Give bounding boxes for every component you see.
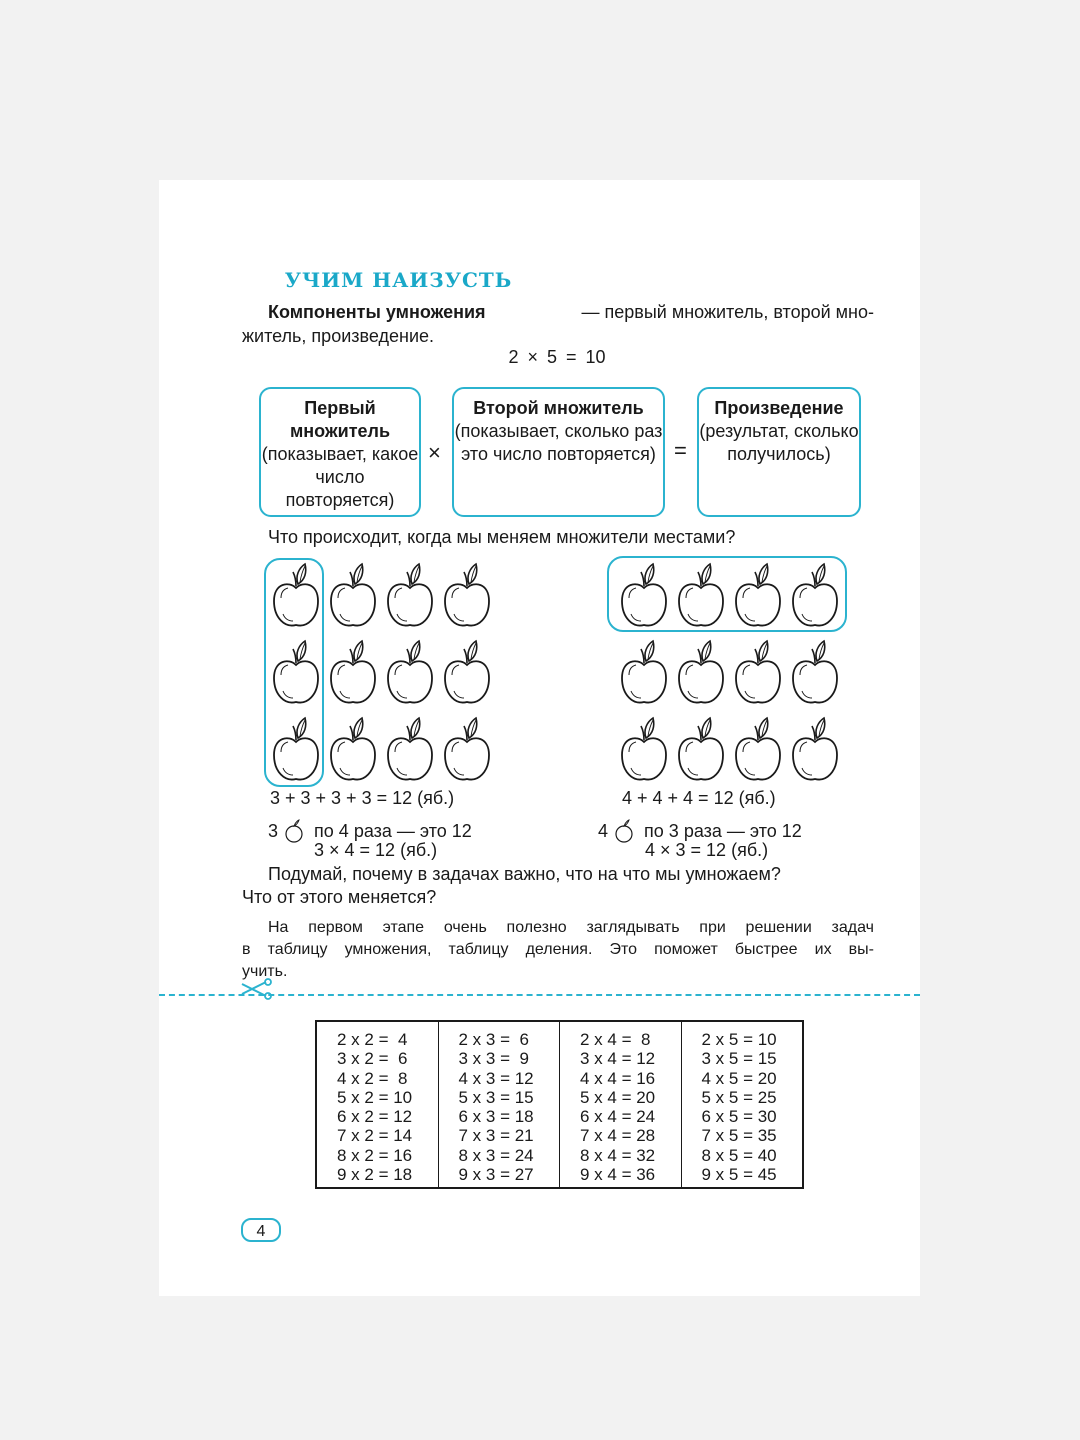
table-cell: 5 x 5 = 25 — [701, 1087, 777, 1107]
note-paragraph — [242, 917, 874, 983]
table-cell: 9 x 2 = 18 — [337, 1165, 413, 1185]
product-title: Произведение — [714, 398, 844, 418]
product-box — [697, 387, 861, 517]
cut-line — [159, 994, 920, 996]
second-factor-box — [452, 387, 665, 517]
second-factor-desc: (показывает, сколько раз это число повторяется) — [454, 421, 663, 464]
apple-icon — [442, 639, 492, 707]
table-cell: 3 x 3 = 9 — [458, 1049, 529, 1069]
table-column — [317, 1022, 439, 1187]
apple-icon — [328, 716, 378, 784]
first-factor-box — [259, 387, 421, 517]
times-sign: × — [428, 440, 441, 465]
apple-icon — [733, 562, 783, 630]
table-column — [560, 1022, 682, 1187]
multiplication-table — [315, 1020, 804, 1189]
table-cell: 4 x 2 = 8 — [337, 1068, 408, 1088]
table-cell: 5 x 2 = 10 — [337, 1087, 413, 1107]
apple-icon — [613, 817, 639, 843]
apple-icon — [790, 716, 840, 784]
apple-icon — [790, 562, 840, 630]
left-sum: 3 + 3 + 3 + 3 = 12 (яб.) — [270, 788, 455, 808]
apple-icon — [733, 639, 783, 707]
table-cell: 7 x 5 = 35 — [701, 1126, 777, 1146]
table-cell: 6 x 4 = 24 — [580, 1107, 656, 1127]
left-product: 3 × 4 = 12 (яб.) — [314, 840, 438, 860]
table-cell: 5 x 4 = 20 — [580, 1087, 656, 1107]
apple-icon — [328, 639, 378, 707]
right-count-text: по 3 раза — это 12 — [644, 821, 802, 841]
table-cell: 2 x 5 = 10 — [701, 1030, 777, 1049]
table-cell: 4 x 4 = 16 — [580, 1068, 656, 1088]
table-cell: 4 x 3 = 12 — [458, 1068, 534, 1088]
table-column — [682, 1022, 803, 1187]
first-factor-title: Первый множитель — [289, 398, 391, 441]
intro-rest: — первый множитель, второй мно- — [581, 302, 874, 322]
intro-line-2: житель, произведение. — [242, 326, 435, 346]
apple-icon — [676, 562, 726, 630]
apple-icon — [733, 716, 783, 784]
table-cell: 7 x 4 = 28 — [580, 1126, 656, 1146]
apple-icon — [271, 639, 321, 707]
note-line-2: в таблицу умножения, таблицу деления. Это поможет быстрее их вы- — [242, 941, 874, 958]
table-cell: 9 x 5 = 45 — [701, 1165, 777, 1185]
table-cell: 6 x 5 = 30 — [701, 1107, 777, 1127]
apple-icon — [283, 817, 309, 843]
right-sum: 4 + 4 + 4 = 12 (яб.) — [622, 788, 776, 808]
apple-icon — [385, 716, 435, 784]
example-equation: 2 × 5 = 10 — [508, 347, 606, 367]
apple-icon — [676, 716, 726, 784]
apple-icon — [442, 716, 492, 784]
product-desc: (результат, сколько получилось) — [699, 421, 859, 464]
question-text: Что происходит, когда мы меняем множители местами? — [268, 527, 736, 547]
apple-icon — [385, 562, 435, 630]
left-count-text: по 4 раза — это 12 — [314, 821, 472, 841]
table-cell: 9 x 3 = 27 — [458, 1165, 534, 1185]
table-cell: 6 x 2 = 12 — [337, 1107, 413, 1127]
table-cell: 7 x 2 = 14 — [337, 1126, 413, 1146]
apple-icon — [271, 716, 321, 784]
page-number: 4 — [241, 1218, 281, 1242]
apple-icon — [328, 562, 378, 630]
apple-icon — [442, 562, 492, 630]
table-cell: 2 x 2 = 4 — [337, 1030, 408, 1049]
table-cell: 3 x 2 = 6 — [337, 1049, 408, 1069]
right-product: 4 × 3 = 12 (яб.) — [645, 840, 769, 860]
note-line-1: На первом этапе очень полезно заглядывать при решении задач — [268, 919, 874, 936]
apple-icon — [385, 639, 435, 707]
right-count-number: 4 — [598, 821, 609, 841]
apple-icon — [619, 562, 669, 630]
table-cell: 4 x 5 = 20 — [701, 1068, 777, 1088]
table-cell: 8 x 5 = 40 — [701, 1145, 777, 1165]
think-line-1: Подумай, почему в задачах важно, что на что мы умножаем? — [268, 864, 781, 884]
first-factor-desc: (показывает, какое число повторяется) — [261, 444, 419, 510]
apple-icon — [271, 562, 321, 630]
table-cell: 5 x 3 = 15 — [458, 1087, 534, 1107]
intro-bold-term: Компоненты умножения — [268, 302, 486, 322]
second-factor-title: Второй множитель — [473, 398, 644, 418]
apple-icon — [619, 716, 669, 784]
table-cell: 6 x 3 = 18 — [458, 1107, 534, 1127]
left-count-number: 3 — [268, 821, 279, 841]
table-cell: 9 x 4 = 36 — [580, 1165, 656, 1185]
scissors-icon — [238, 978, 272, 1002]
note-line-3: учить. — [242, 963, 288, 980]
section-heading: УЧИМ НАИЗУСТЬ — [284, 268, 513, 292]
apple-icon — [619, 639, 669, 707]
apple-icon — [790, 639, 840, 707]
table-cell: 7 x 3 = 21 — [458, 1126, 534, 1146]
table-cell: 8 x 4 = 32 — [580, 1145, 656, 1165]
apple-icon — [676, 639, 726, 707]
intro-line-1 — [242, 300, 874, 324]
table-cell: 3 x 5 = 15 — [701, 1049, 777, 1069]
equals-sign: = — [674, 438, 687, 463]
intro-paragraph — [242, 300, 874, 348]
table-column — [439, 1022, 561, 1187]
table-cell: 8 x 3 = 24 — [458, 1145, 534, 1165]
table-cell: 8 x 2 = 16 — [337, 1145, 413, 1165]
table-cell: 2 x 4 = 8 — [580, 1030, 651, 1049]
table-cell: 3 x 4 = 12 — [580, 1049, 656, 1069]
table-cell: 2 x 3 = 6 — [458, 1030, 529, 1049]
think-line-2: Что от этого меняется? — [242, 887, 437, 907]
